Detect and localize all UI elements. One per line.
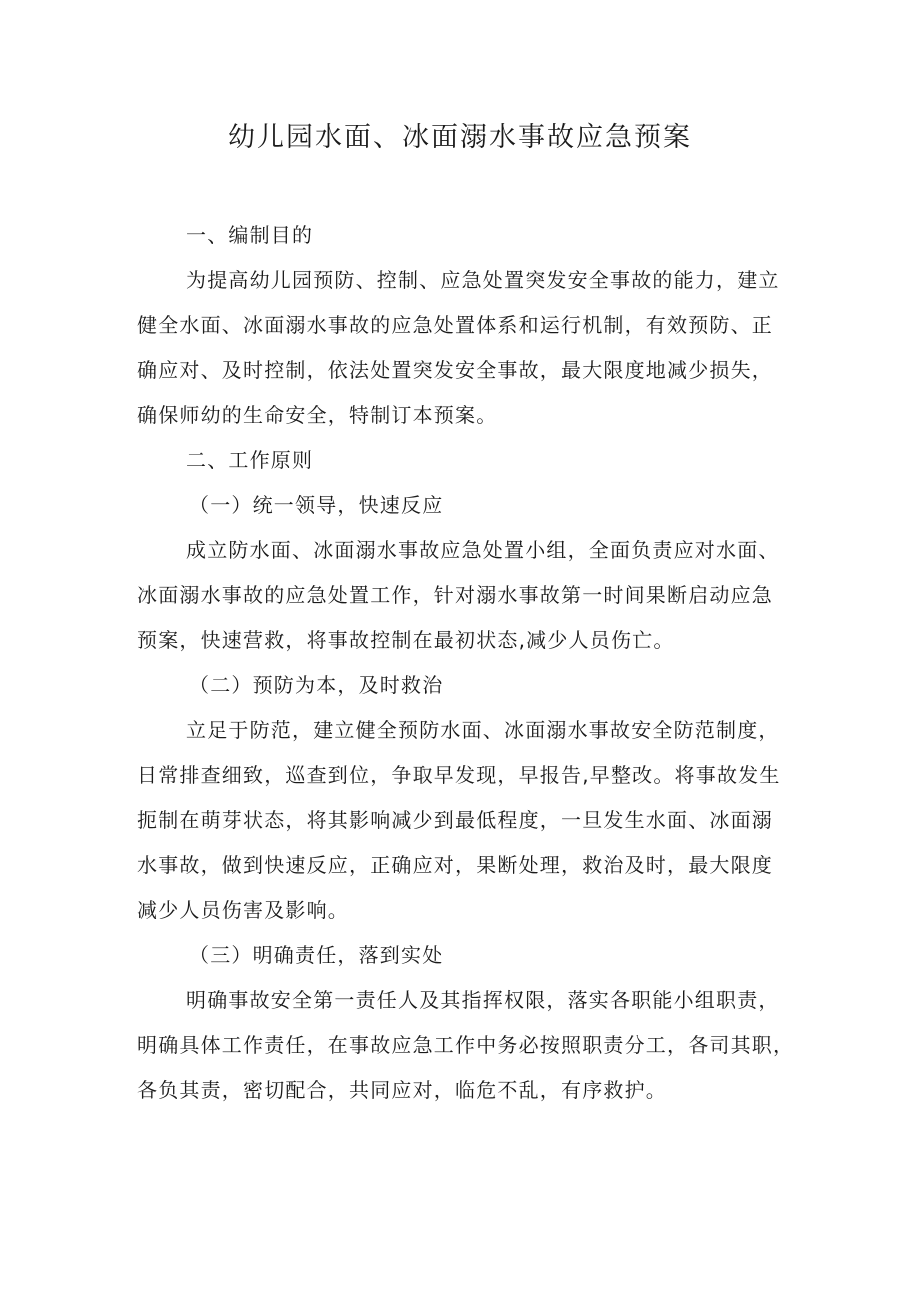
subsection-heading-2: （二）预防为本，及时救治 bbox=[189, 673, 444, 697]
paragraph-line: 水事故，做到快速反应，正确应对，果断处理，救治及时，最大限度 bbox=[137, 853, 773, 877]
paragraph-line: 成立防水面、冰面溺水事故应急处置小组，全面负责应对水面、 bbox=[186, 538, 780, 562]
paragraph-subsection-2 bbox=[137, 708, 793, 933]
subsection-heading-3: （三）明确责任，落到实处 bbox=[189, 943, 444, 967]
paragraph-line: 冰面溺水事故的应急处置工作，针对溺水事故第一时间果断启动应急 bbox=[137, 583, 773, 607]
document-title: 幼儿园水面、冰面溺水事故应急预案 bbox=[228, 122, 692, 153]
paragraph-line: 确保师幼的生命安全，特制订本预案。 bbox=[137, 403, 498, 427]
paragraph-line: 扼制在萌芽状态，将其影响减少到最低程度，一旦发生水面、冰面溺 bbox=[137, 808, 773, 832]
paragraph-line: 预案，快速营救，将事故控制在最初状态,减少人员伤亡。 bbox=[137, 628, 675, 652]
paragraph-line: 日常排查细致，巡查到位，争取早发现，早报告,早整改。将事故发生 bbox=[137, 763, 781, 787]
subsection-heading-1: （一）统一领导，快速反应 bbox=[189, 493, 444, 517]
section-heading-purpose: 一、编制目的 bbox=[186, 223, 314, 247]
paragraph-line: 确应对、及时控制，依法处置突发安全事故，最大限度地减少损失， bbox=[137, 358, 773, 382]
document-body bbox=[137, 213, 793, 1113]
paragraph-subsection-3 bbox=[137, 978, 793, 1113]
paragraph-purpose bbox=[137, 258, 793, 438]
paragraph-line: 健全水面、冰面溺水事故的应急处置体系和运行机制，有效预防、正 bbox=[137, 313, 773, 337]
section-heading-principles: 二、工作原则 bbox=[186, 448, 314, 472]
paragraph-line: 减少人员伤害及影响。 bbox=[137, 898, 349, 922]
paragraph-line: 各负其责，密切配合，共同应对，临危不乱，有序救护。 bbox=[137, 1078, 667, 1102]
paragraph-line: 立足于防范，建立健全预防水面、冰面溺水事故安全防范制度， bbox=[186, 718, 780, 742]
paragraph-line: 明确具体工作责任，在事故应急工作中务必按照职责分工，各司其职， bbox=[137, 1033, 795, 1057]
paragraph-line: 明确事故安全第一责任人及其指挥权限，落实各职能小组职责， bbox=[186, 988, 780, 1012]
paragraph-line: 为提高幼儿园预防、控制、应急处置突发安全事故的能力，建立 bbox=[186, 268, 780, 292]
paragraph-subsection-1 bbox=[137, 528, 793, 663]
